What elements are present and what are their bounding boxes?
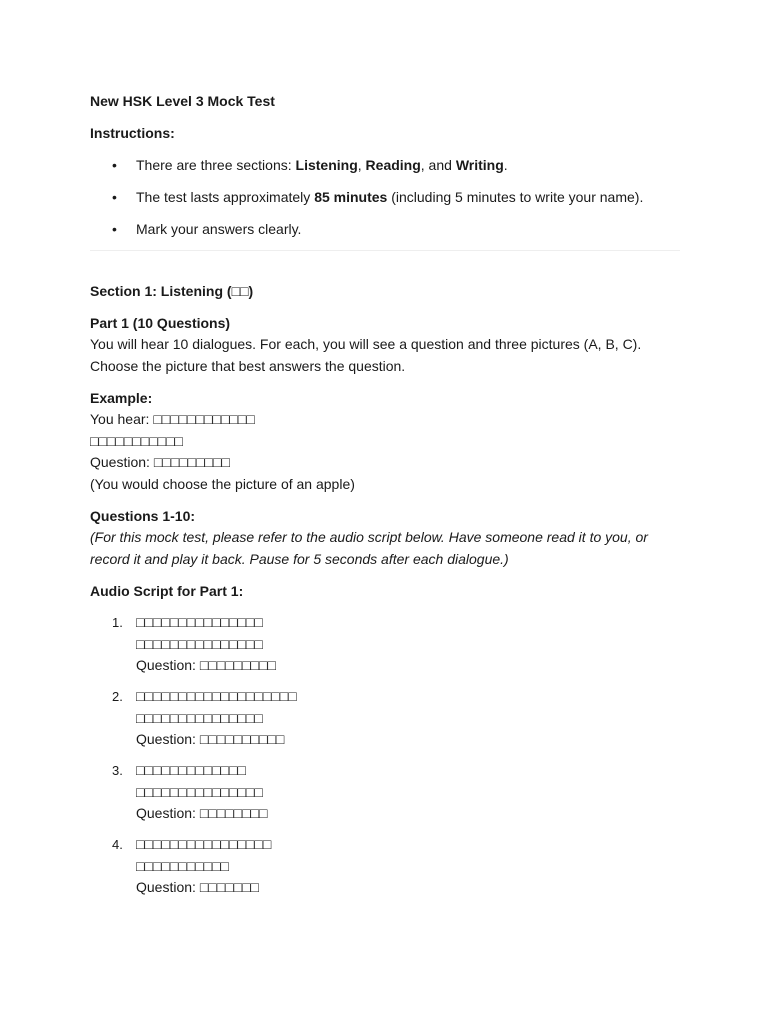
script-item	[90, 834, 680, 899]
part1-heading: Part 1 (10 Questions)	[90, 315, 231, 331]
script-line: □□□□□□□□□□□□□□□	[136, 709, 263, 726]
script-question: Question: □□□□□□□	[136, 879, 260, 895]
period-text: .	[503, 157, 508, 173]
script-line: □□□□□□□□□□□□□□□	[136, 614, 263, 630]
script-line: □□□□□□□□□□□	[136, 857, 230, 874]
section-name-reading: Reading	[365, 157, 421, 173]
separator-text: ,	[357, 157, 366, 173]
instructions-list	[90, 154, 680, 240]
instruction-text: (including 5 minutes to write your name).	[387, 189, 644, 205]
audio-script-heading: Audio Script for Part 1:	[90, 583, 244, 599]
script-line: □□□□□□□□□□□□□□□	[136, 635, 263, 652]
instruction-item	[90, 186, 680, 208]
script-line: □□□□□□□□□□□□□□□□	[136, 836, 272, 852]
script-question: Question: □□□□□□□□	[136, 805, 268, 821]
test-duration: 85 minutes	[314, 189, 388, 205]
script-item	[90, 612, 680, 677]
example-answer-note: (You would choose the picture of an apple)	[90, 475, 355, 492]
section-name-listening: Listening	[295, 157, 358, 173]
document-page	[90, 90, 680, 908]
part1-description: You will hear 10 dialogues. For each, you will see a question and three pictures (A, B, C). Choose the picture that best answers the question.	[90, 336, 642, 374]
script-line: □□□□□□□□□□□□□□□□□□□	[136, 688, 297, 704]
script-item-number: 3.	[112, 763, 123, 778]
section1-heading: Section 1: Listening (□□)	[90, 283, 254, 299]
section-name-writing: Writing	[455, 157, 504, 173]
bullet-icon: •	[112, 221, 117, 237]
script-line: □□□□□□□□□□□□□	[136, 762, 246, 778]
example-heading: Example:	[90, 390, 153, 406]
questions-note: (For this mock test, please refer to the audio script below. Have someone read it to you, or record it and play it back. Pause for 5 seconds after each dialogue.)	[90, 529, 648, 567]
audio-script-list	[90, 612, 680, 899]
instructions-heading: Instructions:	[90, 125, 175, 141]
instruction-text: There are three sections:	[136, 157, 296, 173]
example-question: Question: □□□□□□□□□	[90, 454, 230, 470]
example-you-hear: You hear: □□□□□□□□□□□□	[90, 411, 255, 427]
script-line: □□□□□□□□□□□□□□□	[136, 783, 263, 800]
instruction-item	[90, 154, 680, 176]
bullet-icon: •	[112, 157, 117, 173]
script-question: Question: □□□□□□□□□	[136, 657, 276, 673]
script-item	[90, 760, 680, 825]
instruction-text: The test lasts approximately	[136, 189, 315, 205]
script-item-number: 4.	[112, 837, 123, 852]
document-title: New HSK Level 3 Mock Test	[90, 93, 275, 109]
separator-text: , and	[420, 157, 456, 173]
script-item-number: 1.	[112, 615, 123, 630]
instruction-item	[90, 218, 680, 240]
example-dialogue-line: □□□□□□□□□□□	[90, 432, 184, 449]
script-item	[90, 686, 680, 751]
script-question: Question: □□□□□□□□□□	[136, 731, 285, 747]
bullet-icon: •	[112, 189, 117, 205]
instruction-text: Mark your answers clearly.	[136, 221, 302, 237]
questions-heading: Questions 1-10:	[90, 508, 196, 524]
script-item-number: 2.	[112, 689, 123, 704]
